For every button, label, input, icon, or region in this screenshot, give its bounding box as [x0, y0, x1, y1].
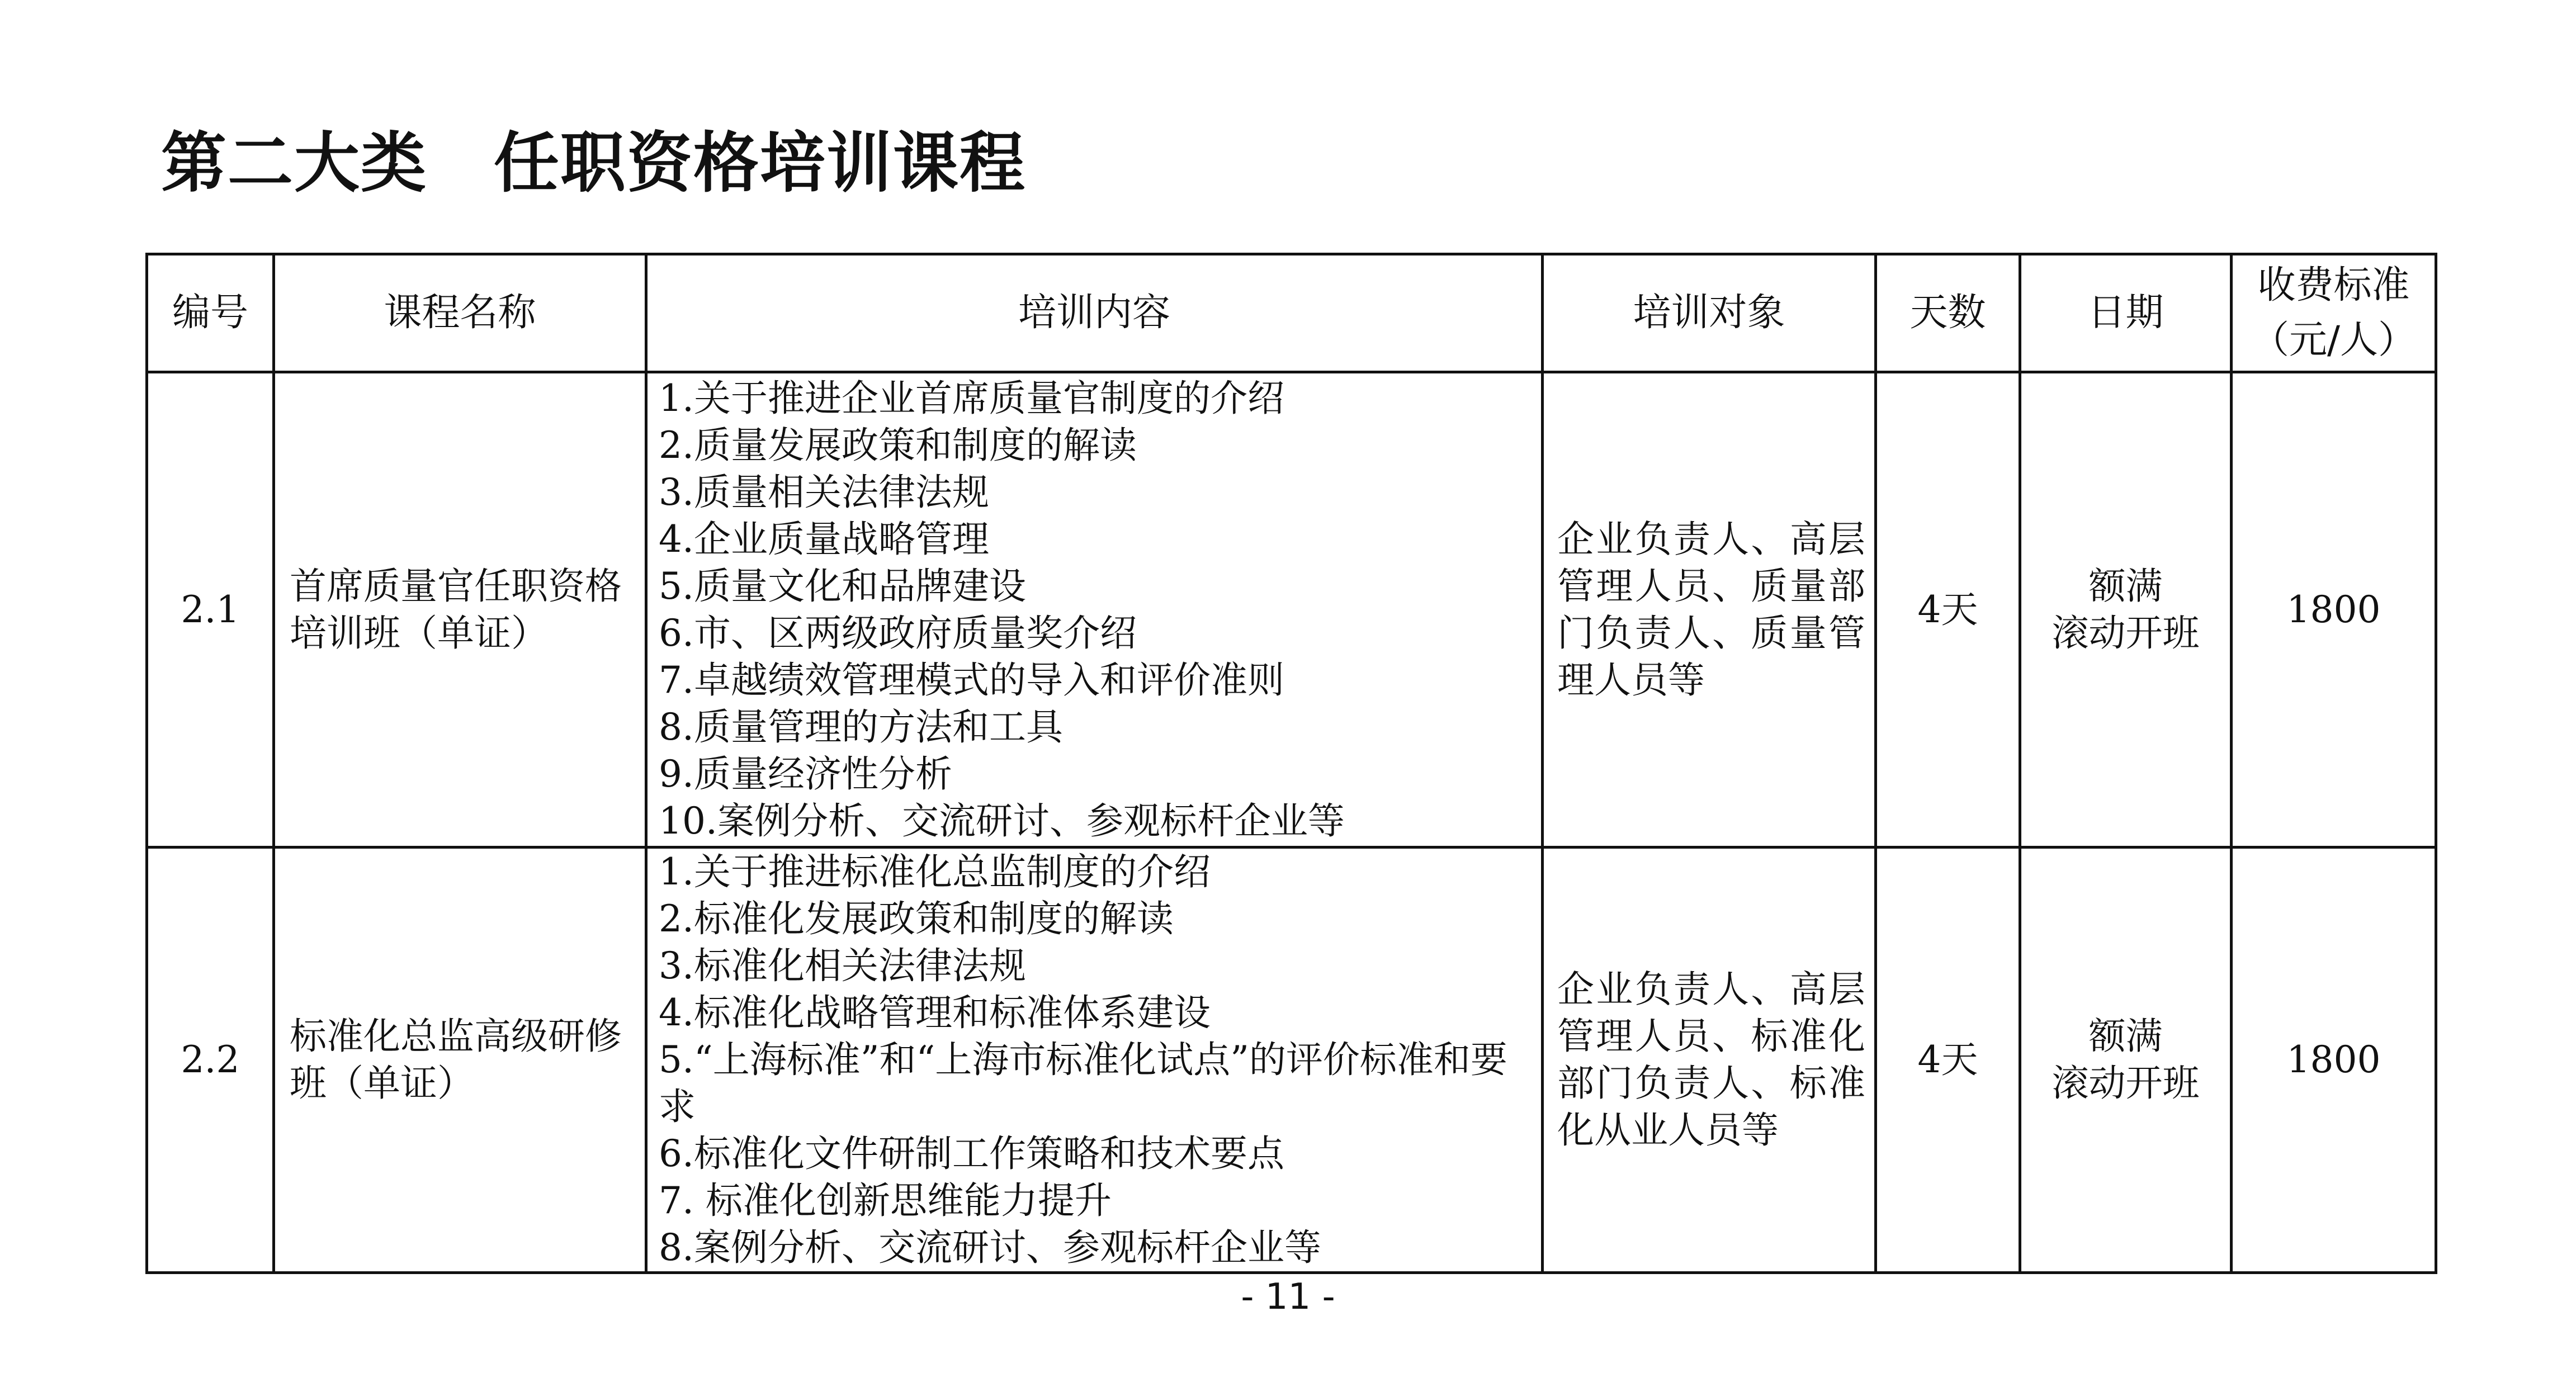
content-item: 4.企业质量战略管理: [659, 517, 989, 561]
date-line2: 滚动开班: [2052, 1062, 2200, 1105]
content-item: 9.质量经济性分析: [659, 752, 952, 796]
cell-content: [646, 848, 1543, 1273]
cell-id: 2.1: [147, 372, 274, 848]
cell-days: 4天: [1876, 848, 2020, 1273]
cell-course-name: 标准化总监高级研修班（单证）: [274, 848, 646, 1273]
header-id: 编号: [147, 254, 274, 372]
header-target: 培训对象: [1543, 254, 1876, 372]
table-header-row: [147, 254, 2436, 372]
header-fee: [2232, 254, 2436, 372]
content-item: 1.关于推进企业首席质量官制度的介绍: [659, 376, 1284, 420]
cell-course-name: 首席质量官任职资格培训班（单证）: [274, 372, 646, 848]
content-item: 10.案例分析、交流研讨、参观标杆企业等: [659, 799, 1345, 842]
content-item: 6.市、区两级政府质量奖介绍: [659, 611, 1137, 655]
cell-date: [2020, 372, 2232, 848]
cell-fee: 1800: [2232, 372, 2436, 848]
date-line2: 滚动开班: [2052, 611, 2200, 655]
content-item: 2.质量发展政策和制度的解读: [659, 423, 1137, 467]
cell-content: [646, 372, 1543, 848]
cell-id: 2.2: [147, 848, 274, 1273]
date-line1: 额满: [2088, 1015, 2163, 1058]
content-item: 5.质量文化和品牌建设: [659, 564, 1026, 608]
header-course-name: 课程名称: [274, 254, 646, 372]
content-item: 8.案例分析、交流研讨、参观标杆企业等: [659, 1226, 1321, 1269]
course-table: [145, 253, 2437, 1274]
header-content: 培训内容: [646, 254, 1543, 372]
content-item: 6.标准化文件研制工作策略和技术要点: [659, 1132, 1284, 1175]
content-item: 2.标准化发展政策和制度的解读: [659, 897, 1174, 940]
table-row: [147, 848, 2436, 1273]
header-date: 日期: [2020, 254, 2232, 372]
header-days: 天数: [1876, 254, 2020, 372]
page-title: 第二大类 任职资格培训课程: [161, 125, 1027, 201]
content-item: 3.标准化相关法律法规: [659, 944, 1026, 987]
content-item: 4.标准化战略管理和标准体系建设: [659, 991, 1211, 1034]
content-item: 5.“上海标准”和“上海市标准化试点”的评价标准和要求: [659, 1038, 1507, 1128]
cell-target: 企业负责人、高层管理人员、标准化部门负责人、标准化从业人员等: [1543, 848, 1876, 1273]
content-item: 7.卓越绩效管理模式的导入和评价准则: [659, 658, 1284, 702]
cell-target: 企业负责人、高层管理人员、质量部门负责人、质量管理人员等: [1543, 372, 1876, 848]
cell-date: [2020, 848, 2232, 1273]
date-line1: 额满: [2088, 564, 2163, 608]
table-row: [147, 372, 2436, 848]
content-item: 8.质量管理的方法和工具: [659, 705, 1063, 749]
cell-days: 4天: [1876, 372, 2020, 848]
content-item: 7. 标准化创新思维能力提升: [659, 1179, 1112, 1222]
header-fee-line1: 收费标准: [2257, 263, 2410, 307]
page-number: - 11 -: [1241, 1276, 1335, 1318]
cell-fee: 1800: [2232, 848, 2436, 1273]
header-fee-line2: （元/人）: [2251, 318, 2416, 362]
content-item: 1.关于推进标准化总监制度的介绍: [659, 850, 1211, 893]
content-item: 3.质量相关法律法规: [659, 470, 989, 514]
